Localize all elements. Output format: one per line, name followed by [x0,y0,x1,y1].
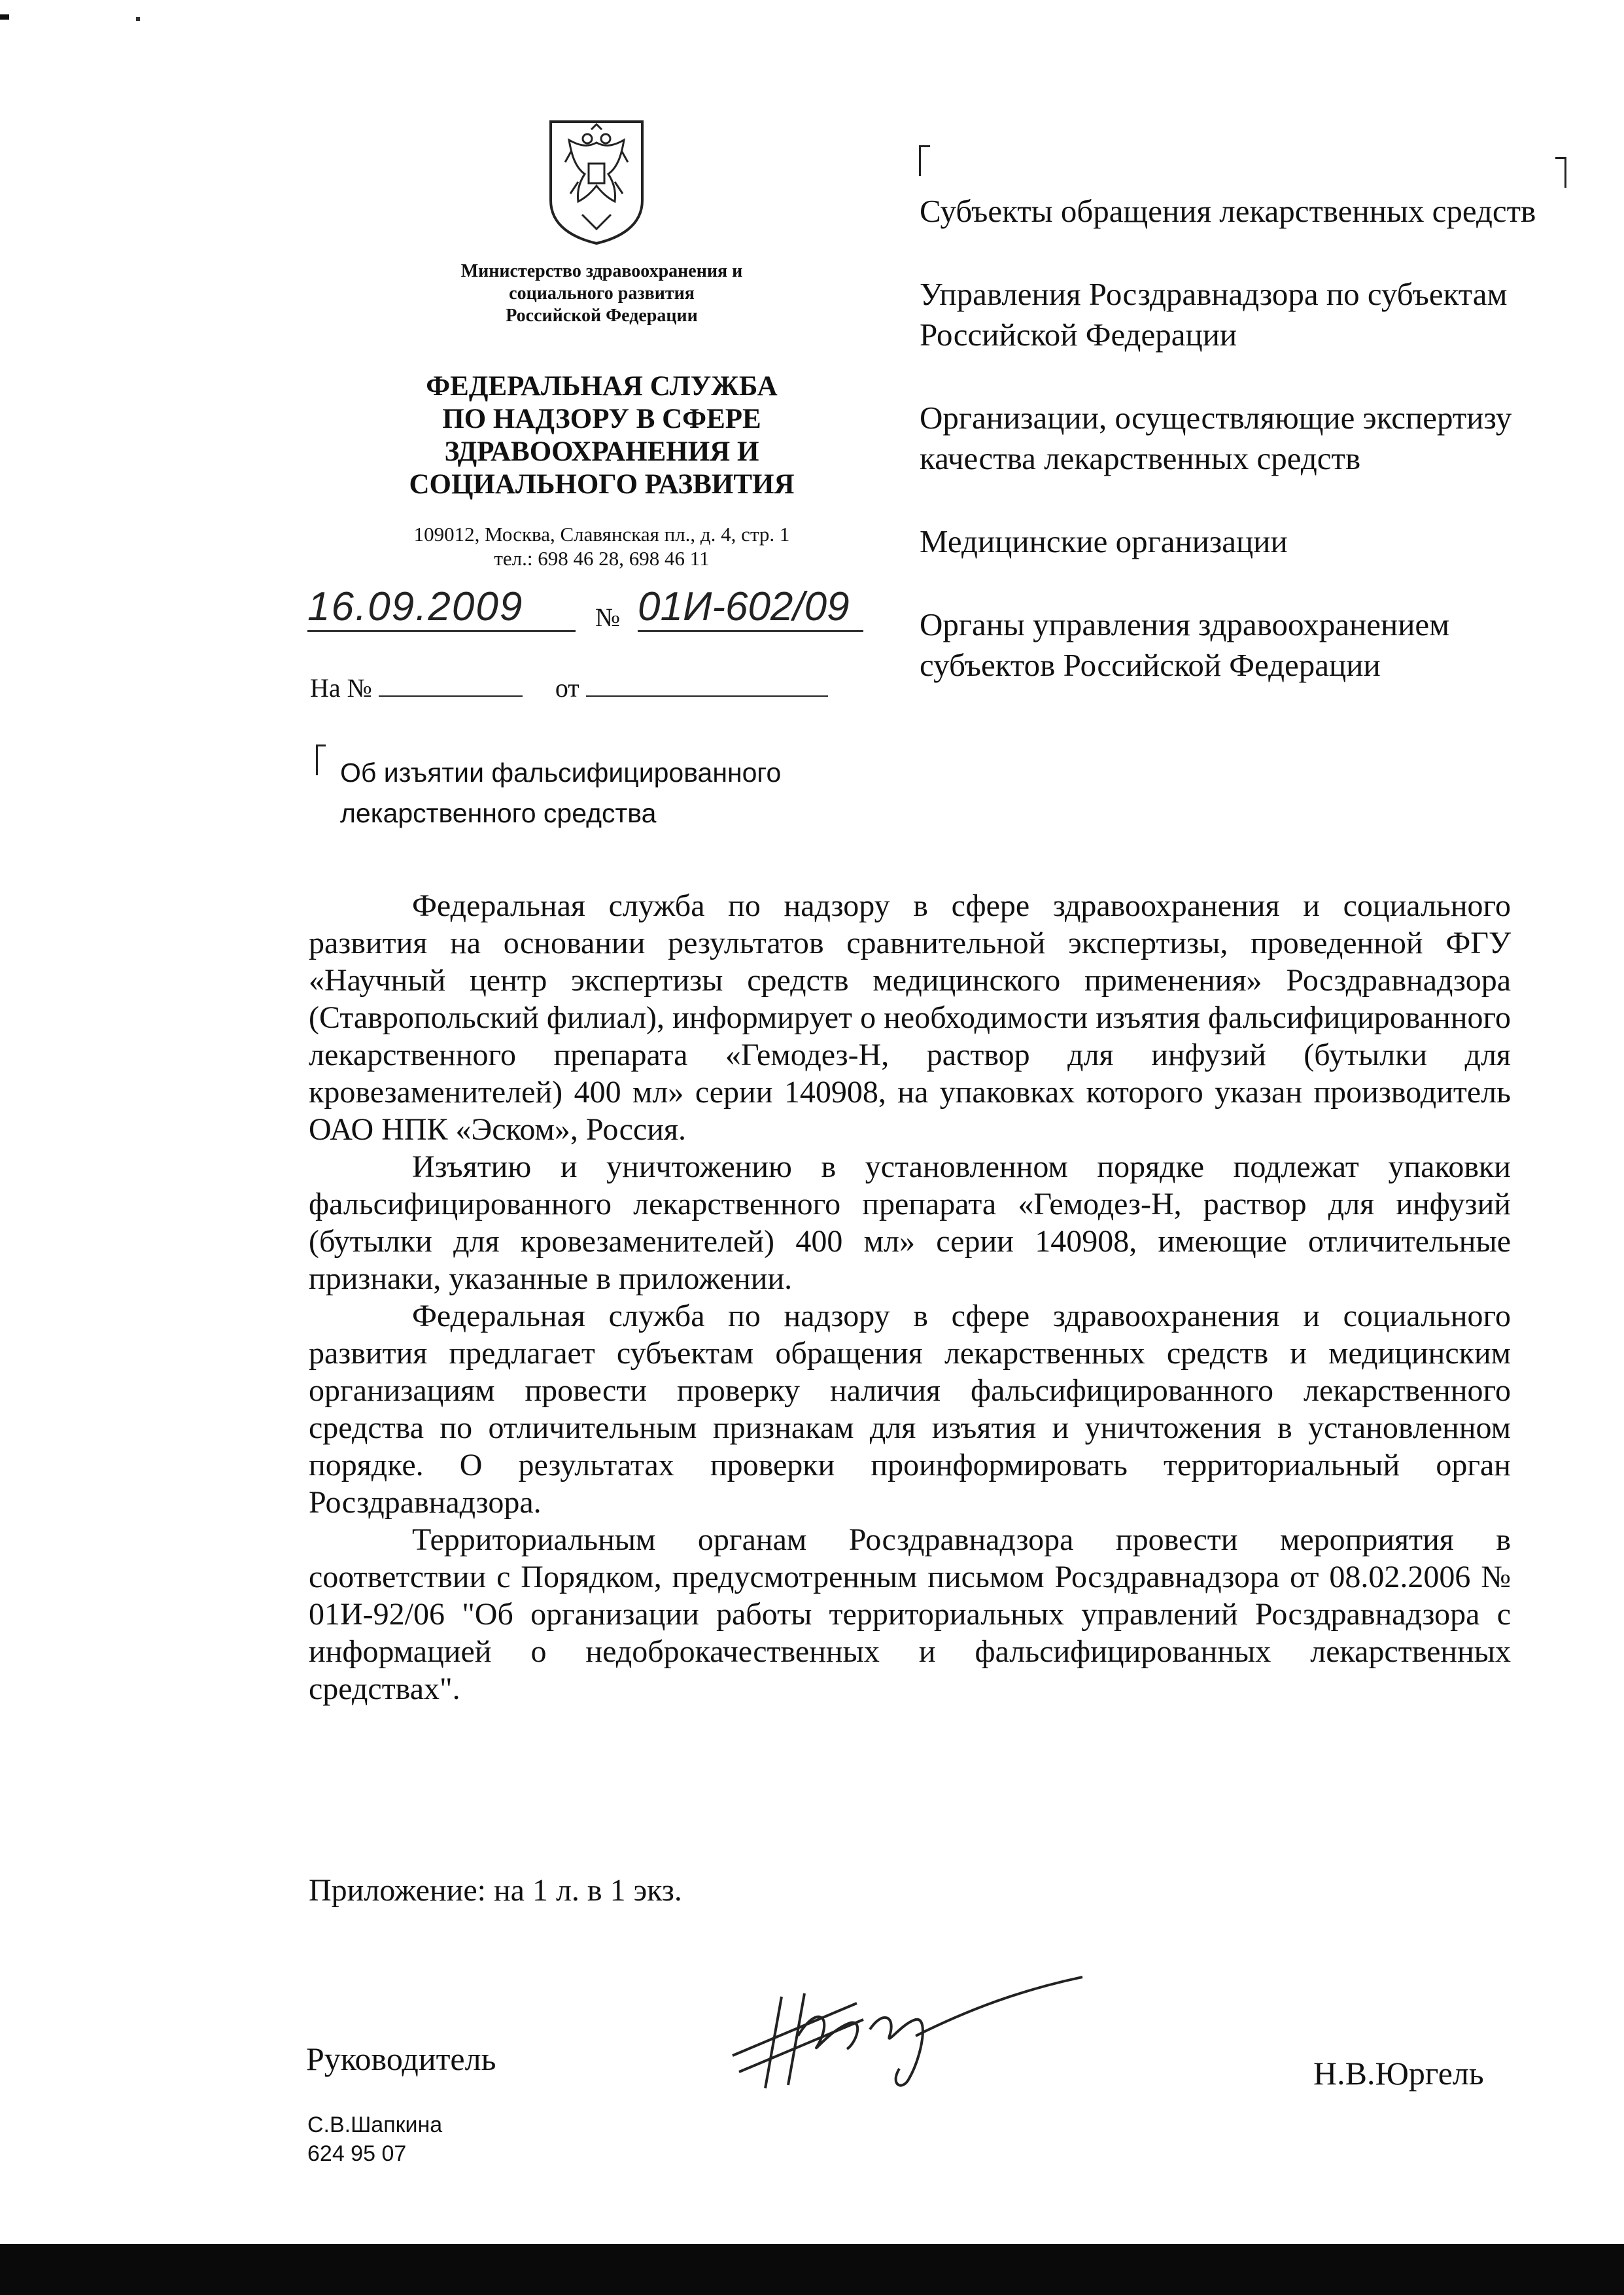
recipient-item: Организации, осуществляющие экспертизу качества лекарственных средств [920,400,1512,476]
service-line: ФЕДЕРАЛЬНАЯ СЛУЖБА [426,371,778,402]
scan-marks [0,0,1624,39]
body-paragraph: Территориальным органам Росздравнадзора провести мероприятия в соответствии с Порядком, предусмотренным письмом Росздравнадзора от 08.02.2006 № 01И-92/06 "Об организации работы территориальных управлений Росздравнадзора с информацией о недоброкачественных и фальсифицированных лекарственных средствах". [309,1522,1511,1706]
recipient-item: Управления Росздравнадзора по субъектам Российской Федерации [920,276,1508,353]
registration-number: 01И-602/09 [638,584,863,632]
ministry-line: Российской Федерации [506,306,698,326]
service-line: ПО НАДЗОРУ В СФЕРЕ [442,404,761,434]
service-name [340,370,863,501]
coat-of-arms-emblem [542,116,651,245]
number-sign: № [595,603,621,632]
signer-position: Руководитель [306,2041,496,2077]
ministry-line: Министерство здравоохранения и [460,261,743,281]
service-address [353,522,850,570]
recipient-item: Органы управления здравоохранением субъектов Российской Федерации [920,606,1450,683]
ministry-line: социального развития [509,283,695,304]
reply-label: На № [310,673,372,703]
subject-line: лекарственного средства [340,798,657,828]
address-bracket-left [919,145,930,176]
registration-date: 16.09.2009 [307,584,576,632]
address-line: 109012, Москва, Славянская пл., д. 4, стр. 1 [413,523,790,546]
letter-body [309,887,1511,1708]
service-line: ЗДРАВООХРАНЕНИЯ И [444,436,759,467]
reply-from-label: от [555,673,579,703]
attachment-note: Приложение: на 1 л. в 1 экз. [309,1873,682,1908]
recipients-list [920,191,1580,728]
executor-info [307,2111,442,2168]
subject-bracket [316,745,326,775]
address-bracket-right [1555,157,1566,188]
reply-number-blank [379,673,523,697]
reply-reference [310,673,828,703]
subject-line: Об изъятии фальсифицированного [340,758,782,788]
service-line: СОЦИАЛЬНОГО РАЗВИТИЯ [409,469,795,500]
scan-bottom-edge [0,2244,1624,2295]
letter-subject [340,752,850,833]
handwritten-signature [719,1957,1099,2095]
body-paragraph: Федеральная служба по надзору в сфере здравоохранения и социального развития на основании результатов сравнительной экспертизы, проведенной ФГУ «Научный центр экспертизы средств медицинского применения» Росздравнадзора (Ставропольский филиал), информирует о необходимости изъятия фальсифицированного лекарственного препарата «Гемодез-Н, раствор для инфузий (бутылки для кровезаменителей) 400 мл» серии 140908, на упаковках которого указан производитель ОАО НПК «Эском», Россия. [309,888,1511,1147]
signer-name: Н.В.Юргель [1313,2055,1484,2092]
recipient-item: Субъекты обращения лекарственных средств [920,193,1536,229]
executor-name: С.В.Шапкина [307,2112,443,2137]
body-paragraph: Изъятию и уничтожению в установленном порядке подлежат упаковки фальсифицированного лекарственного препарата «Гемодез-Н, раствор для инфузий (бутылки для кровезаменителей) 400 мл» серии 140908, имеющие отличительные признаки, указанные в приложении. [309,1149,1511,1296]
executor-phone: 624 95 07 [307,2141,407,2166]
ministry-name [366,260,837,327]
recipient-item: Медицинские организации [920,523,1288,559]
phone-line: тел.: 698 46 28, 698 46 11 [494,547,710,570]
reply-date-blank [586,673,828,697]
body-paragraph: Федеральная служба по надзору в сфере здравоохранения и социального развития предлагает субъектам обращения лекарственных средств и медицинским организациям провести проверку наличия фальсифицированного лекарственного средства по отличительным признакам для изъятия и уничтожения в установленном порядке. О результатах проверки проинформировать территориальный орган Росздравнадзора. [309,1299,1511,1520]
